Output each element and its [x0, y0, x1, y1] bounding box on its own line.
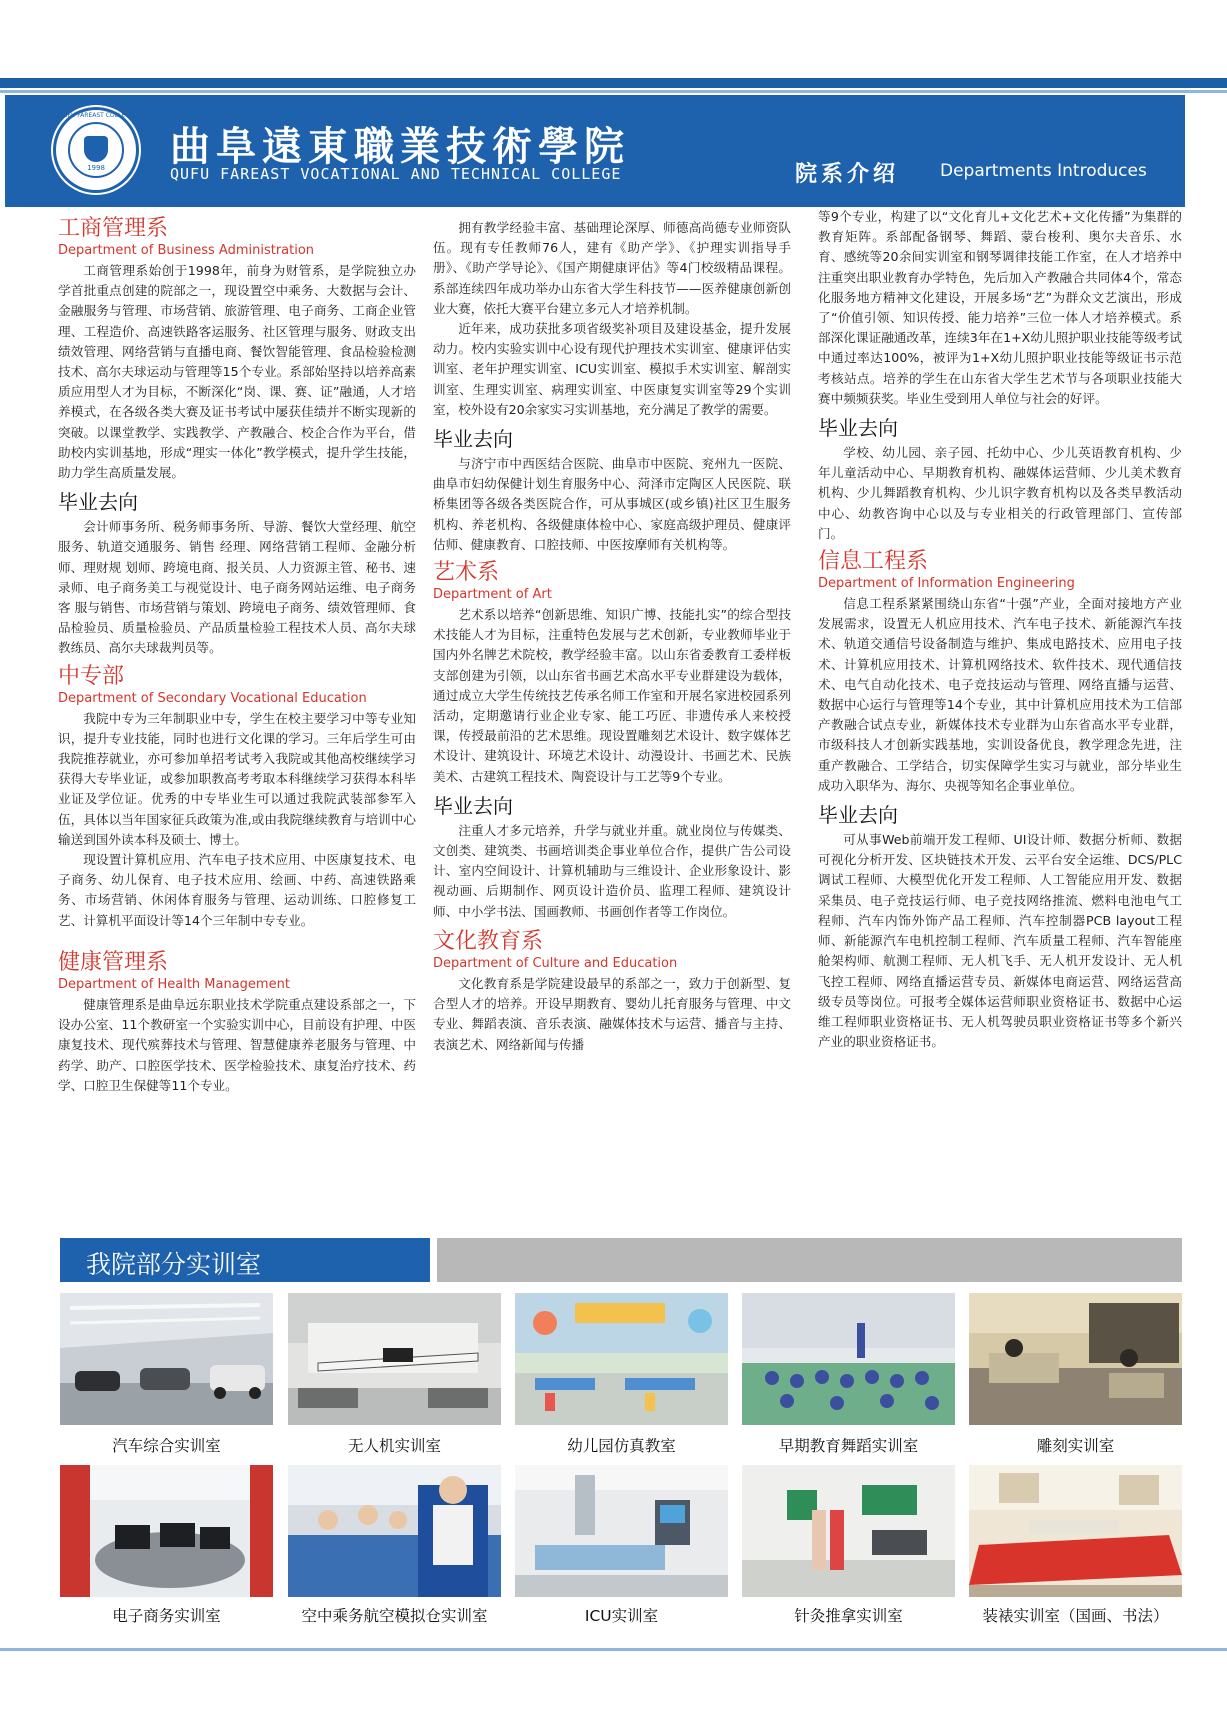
business-title-en: Department of Business Administration — [58, 243, 315, 258]
culture-career-text: 学校、幼儿园、亲子园、托幼中心、少儿英语教育机构、少年儿童活动中心、早期教育机构、融媒体运营师、少儿美术教育机构、少儿舞蹈教育机构、少儿识字教育机构以及各类早教活动中心、幼教咨询中心以及与专业相关的行政管理部门、宣传部门。 — [818, 445, 1182, 541]
health-career-title: 毕业去向 — [433, 427, 513, 452]
health-career-text: 与济宁市中西医结合医院、曲阜市中医院、兖州九一医院、曲阜市妇幼保健计划生育服务中心、菏泽市定陶区人民医院、联桥集团等各级各类医院合作，可从事城区(或乡镇)社区卫生服务机构、养老机构、各级健康体检中心、家庭高级护理员、健康评估师、健康教育、口腔技师、中医按摩师有关机构等。 — [433, 456, 791, 552]
top-stripe — [0, 78, 1227, 88]
header-banner — [5, 95, 1185, 207]
college-name-cn: 曲阜遠東職業技術學院 — [170, 123, 630, 170]
photo-carving-lab — [969, 1293, 1182, 1425]
caption-auto-lab: 汽车综合实训室 — [112, 1437, 221, 1455]
health-title: 健康管理系 — [58, 949, 169, 975]
culture-paragraph-cont: 等9个专业，构建了以“文化育儿+文化艺术+文化传播”为集群的教育矩阵。系部配备钢琴、舞蹈、蒙台梭利、奥尔夫音乐、水育、感统等20余间实训室和钢琴调律技能工作室，在人才培养中注重突出职业教育办学特色，先后加入产教融合共同体4个，常态化服务地方精神文化建设，开展多场“艺”为群众文艺演出，形成了“价值引领、知识传授、能力培养”三位一体人才培养模式。系部深化课证融通改革，连续3年在1+X幼儿照护职业技能等级考试中通过率达100%，被评为1+X幼儿照护职业技能等级证书示范考核站点。培养的学生在山东省大学生艺术节与各项职业技能大赛中频频获奖。毕业生受到用人单位与社会的好评。 — [818, 209, 1182, 406]
photo-mounting-lab — [969, 1465, 1182, 1597]
info-title-en: Department of Information Engineering — [818, 576, 1075, 592]
college-logo-icon — [53, 107, 139, 193]
caption-carving-lab: 雕刻实训室 — [1036, 1437, 1115, 1455]
info-paragraph: 信息工程系紧紧围绕山东省“十强”产业，全面对接地方产业发展需求，设置无人机应用技术、汽车电子技术、新能源汽车技术、轨道交通信号设备制造与维护、集成电路技术、应用电子技术、计算机应用技术、计算机网络技术、软件技术、现代通信技术、电气自动化技术、电子竞技运动与管理、网络直播与运营、数据中心运行与管理等14个专业，其中计算机应用技术为工信部产教融合试点专业，新媒体技术专业群为山东省高水平专业群，市级科技人才创新实践基地，实训设备优良，教学理念先进，注重产教融合、工学结合，切实保障学生实习与就业，部分毕业生成功入职华为、海尔、央视等知名企事业单位。 — [818, 596, 1182, 793]
bottom-stripe — [0, 1648, 1227, 1651]
photo-dance-room — [742, 1293, 955, 1425]
caption-cabin-simulator: 空中乘务航空模拟仓实训室 — [301, 1607, 488, 1625]
photo-kindergarten-room — [515, 1293, 728, 1425]
health-paragraph-cont: 拥有教学经验丰富、基础理论深厚、师德高尚德专业师资队伍。现有专任教师76人，建有《助产学》、《护理实训指导手册》、《助产学导论》、《国产期健康评估》等4门校级精品课程。系部连续四年成功举办山东省大学生科技节——医养健康创新创业大赛，依托大赛平台建立多元人才培养机制。 — [433, 220, 791, 316]
secondary-title: 中专部 — [58, 663, 125, 689]
health-paragraph: 健康管理系是曲阜远东职业技术学院重点建设系部之一，下设办公室、11个教研室一个实验实训中心，目前设有护理、中医康复技术、现代殡葬技术与管理、智慧健康养老服务与管理、中药学、助产、口腔医学技术、医学检验技术、康复治疗技术、药学、口腔卫生保健等11个专业。 — [58, 996, 416, 1093]
culture-title: 文化教育系 — [433, 928, 544, 954]
health-paragraph-2: 近年来，成功获批多项省级奖补项目及建设基金，提升发展动力。校内实验实训中心设有现代护理技术实训室、健康评估实训室、老年护理实训室、ICU实训室、模拟手术实训室、解剖实训室、生理实训室、病理实训室、中医康复实训室等29个实训室，校外设有20余家实习实训基地，充分满足了教学的需要。 — [433, 321, 791, 417]
culture-paragraph: 文化教育系是学院建设最早的系部之一，致力于创新型、复合型人才的培养。开设早期教育、婴幼儿托育服务与管理、中文专业、舞蹈表演、音乐表演、融媒体技术与运营、播音与主持、表演艺术、网络新闻与传播 — [433, 975, 791, 1052]
culture-title-en: Department of Culture and Education — [433, 955, 678, 971]
logo-year: 1998 — [87, 164, 105, 172]
section-title-cn: 院系介绍 — [795, 162, 900, 187]
section-title-en: Departments Introduces — [940, 161, 1147, 181]
caption-kindergarten-room: 幼儿园仿真教室 — [567, 1437, 676, 1455]
spacer — [58, 931, 416, 949]
caption-drone-lab: 无人机实训室 — [347, 1437, 441, 1455]
column-3 — [818, 207, 1182, 1052]
logo-ring-text: QUFU FAREAST COLLEGE — [58, 112, 134, 119]
logo-inner-ring — [68, 122, 124, 178]
info-career-title: 毕业去向 — [818, 803, 898, 828]
secondary-paragraph-1: 我院中专为三年制职业中专，学生在校主要学习中等专业知识，提升专业技能，同时也进行文化课的学习。三年后学生可由我院推荐就业，亦可参加单招考试考入我院或其他高校继续学习获得大专毕业证，或参加职教高考考取本科继续学习获得本科毕业证及学位证。优秀的中专毕业生可以通过我院武装部参军入伍，具体以当年国家征兵政策为准,或由我院继续教育与培训中心输送到国外读本科及硕士、博士。 — [58, 710, 416, 847]
art-title-en: Department of Art — [433, 587, 552, 603]
art-paragraph: 艺术系以培养“创新思维、知识广博、技能扎实”的综合型技术技能人才为目标，注重特色发展与艺术创新，专业教师毕业于国内外名牌艺术院校，教学经验丰富。以山东省委教育工委样板支部创建为引领，以山东省书画艺术高水平专业群建设为载体，通过成立大学生传统技艺传承名师工作室和开展名家进校园系列活动，定期邀请行业企业专家、能工巧匠、非遗传承人来校授课，传授最前沿的艺术思维。现设置雕刻艺术设计、数字媒体艺术设计、建筑设计、环境艺术设计、动漫设计、书画艺术、民族美术、古建筑工程技术、陶瓷设计与工艺等9个专业。 — [433, 607, 791, 784]
photo-icu-lab — [515, 1465, 728, 1597]
gallery-title-bar — [60, 1238, 430, 1282]
health-title-en: Department of Health Management — [58, 976, 290, 992]
business-career-title: 毕业去向 — [58, 490, 138, 515]
top-stripe-thin — [0, 90, 1227, 93]
art-career-title: 毕业去向 — [433, 793, 513, 818]
photo-acupuncture-lab — [742, 1465, 955, 1597]
culture-career-title: 毕业去向 — [818, 416, 898, 441]
column-2 — [433, 218, 791, 1055]
art-title: 艺术系 — [433, 560, 500, 586]
business-title: 工商管理系 — [58, 216, 169, 241]
caption-mounting-lab: 装裱实训室（国画、书法） — [982, 1607, 1169, 1625]
gallery-title-bar-grey — [437, 1238, 1182, 1282]
photo-ecommerce-lab — [60, 1465, 273, 1597]
caption-acupuncture-lab: 针灸推拿实训室 — [794, 1607, 903, 1625]
info-career-text: 可从事Web前端开发工程师、UI设计师、数据分析师、数据可视化分析开发、区块链技术开发、云平台安全运维、DCS/PLC调试工程师、大模型优化开发工程师、人工智能应用开发、数据采集员、电子竞技运行师、电子竞技网络推流、燃料电池电气工程师、汽车内饰外饰产品工程师、汽车控制器PCB layout工程师、新能源汽车电机控制工程师、汽车质量工程师、汽车智能座舱架构师、航测工程师、无人机飞手、无人机开发设计、无人机飞控工程师、网络直播运营专员、新媒体电商运营、网络运营高级专员等岗位。可报考全媒体运营师职业资格证书、数据中心运维工程师职业资格证书、无人机驾驶员职业资格证书等多个新兴产业的职业资格证书。 — [818, 832, 1182, 1050]
photo-auto-lab — [60, 1293, 273, 1425]
secondary-title-en: Department of Secondary Vocational Education — [58, 690, 367, 706]
photo-cabin-simulator — [288, 1465, 501, 1597]
art-career-text: 注重人才多元培养，升学与就业并重。就业岗位与传媒类、文创类、建筑类、书画培训类企事业单位合作，提供广告公司设计、室内空间设计、计算机辅助与三维设计、企业形象设计、影视动画、后期制作、网页设计造价员、监理工程师、建筑设计师、中小学书法、国画教师、书画创作者等工作岗位。 — [433, 822, 791, 919]
secondary-paragraph-2: 现设置计算机应用、汽车电子技术应用、中医康复技术、电子商务、幼儿保育、电子技术应用、绘画、中药、高速铁路乘务、市场营销、休闲体育服务与管理、运动训练、口腔修复工艺、计算机平面设计等14个三年制中专专业。 — [58, 852, 416, 928]
column-1 — [58, 215, 416, 1096]
business-career-text: 会计师事务所、税务师事务所、导游、餐饮大堂经理、航空服务、轨道交通服务、销售 经理、网络营销工程师、金融分析师、理财规 划师、跨境电商、报关员、人力资源主管、秘书、速录师、电子商务美工与视觉设计、电子商务网站运维、电子商务客 服与销售、市场营销与策划、跨境电子商务、绩效管理师、食品检验员、质量检验员、产品质量检验工程技术人员、高尔夫球教练员、高尔夫球裁判员等。 — [58, 519, 416, 656]
caption-icu-lab: ICU实训室 — [584, 1607, 659, 1625]
info-title: 信息工程系 — [818, 549, 929, 575]
caption-dance-room: 早期教育舞蹈实训室 — [778, 1437, 919, 1455]
caption-ecommerce-lab: 电子商务实训室 — [112, 1607, 221, 1625]
college-name-en: QUFU FAREAST VOCATIONAL AND TECHNICAL COLLEGE — [170, 165, 622, 183]
photo-drone-lab — [288, 1293, 501, 1425]
business-paragraph: 工商管理系始创于1998年，前身为财管系，是学院独立办学首批重点创建的院部之一，现设置空中乘务、大数据与会计、金融服务与管理、市场营销、旅游管理、电子商务、工商企业管理、工程造价、高速铁路客运服务、社区管理与服务、财政支出绩效管理、网络营销与直播电商、餐饮智能管理、食品检验检测技术、高尔夫球运动与管理等15个专业。系部始坚持以培养高素质应用型人才为目标，不断深化“岗、课、赛、证”融通，人才培养模式，在各级各类大赛及证书考试中屡获佳绩并不断实现新的突破。以课堂教学、实践教学、产教融合、校企合作为平台，借助校内实训基地，形成“理实一体化”教学模式，提升学生技能，助力学生高质量发展。 — [58, 263, 416, 481]
logo-emblem-icon — [84, 136, 108, 162]
gallery-title: 我院部分实训室 — [86, 1250, 262, 1279]
